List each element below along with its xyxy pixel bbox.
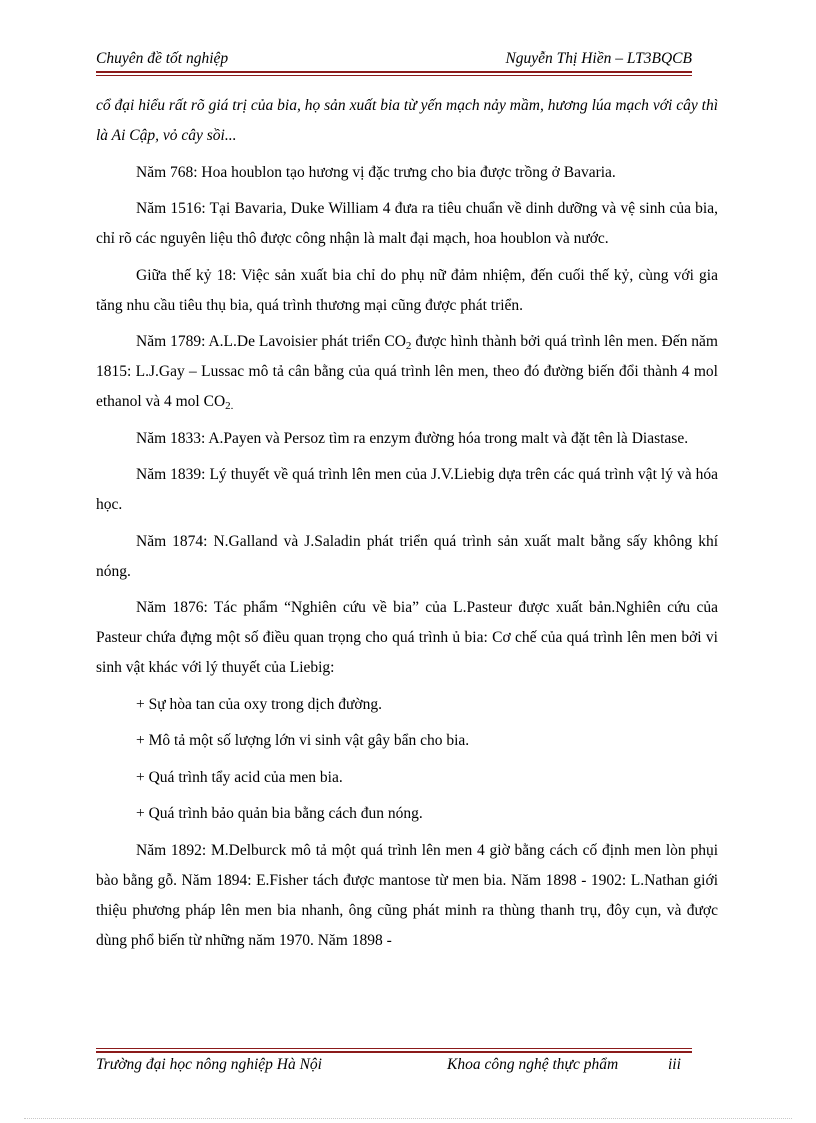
paragraph-1892: Năm 1892: M.Delburck mô tả một quá trình lên men 4 giờ bằng cách cố định men lòn phụi bào bằng gỗ. Năm 1894: E.Fisher tách được mantose từ men bia. Năm 1898 - 1902: L.Nathan giới thiệu phương pháp lên men bia nhanh, ông cũng phát minh ra thùng thanh trụ, đôy cụn, và được dùng phổ biến từ những năm 1970. Năm 1898 - <box>96 841 718 949</box>
footer-faculty: Khoa công nghệ thực phẩm <box>447 1056 619 1073</box>
co2-subscript-2: 2. <box>225 400 234 412</box>
footer-rule-thin <box>96 1048 692 1049</box>
bullet-item: + Sự hòa tan của oxy trong dịch đường. <box>136 695 382 713</box>
document-body <box>96 91 718 962</box>
paragraph-1789 <box>96 327 718 417</box>
header-title: Chuyên đề tốt nghiệp <box>96 50 229 67</box>
bullet-item: + Quá trình tẩy acid của men bia. <box>136 768 343 786</box>
paragraph-continuation: cổ đại hiểu rất rõ giá trị của bia, họ sản xuất bia từ yến mạch nảy mầm, hương lúa mạch với cây thì là Ai Cập, vỏ cây sồi... <box>96 97 718 144</box>
paragraph-768: Năm 768: Hoa houblon tạo hương vị đặc trưng cho bia được trồng ở Bavaria. <box>136 163 616 181</box>
paragraph-1789-part1: Năm 1789: A.L.De Lavoisier phát triển CO <box>136 333 406 350</box>
paragraph-18th-century: Giữa thế kỷ 18: Việc sản xuất bia chỉ do phụ nữ đảm nhiệm, đến cuối thế kỷ, cùng với gia tăng nhu cầu tiêu thụ bia, quá trình thương mại cũng được phát triển. <box>96 266 718 314</box>
paragraph-1839: Năm 1839: Lý thuyết về quá trình lên men của J.V.Liebig dựa trên các quá trình vật lý và hóa học. <box>96 466 718 513</box>
header-author: Nguyễn Thị Hiền – LT3BQCB <box>505 50 692 67</box>
page-number: iii <box>668 1056 681 1073</box>
header-rule-thick <box>96 71 692 73</box>
page-bottom-dotted-border <box>24 1118 792 1119</box>
bullet-item: + Quá trình bảo quản bia bằng cách đun nóng. <box>136 805 423 822</box>
paragraph-1516: Năm 1516: Tại Bavaria, Duke William 4 đưa ra tiêu chuẩn về dinh dưỡng và vệ sinh của bia, chỉ rõ các nguyên liệu thô được công nhận là malt đại mạch, hoa houblon và nước. <box>96 200 718 247</box>
paragraph-1789-part2: được hình thành bởi quá trình lên men. Đến năm 1815: L.J.Gay – Lussac mô tả cân bằng của quá trình lên men, theo đó đường biến đổi thành 4 mol ethanol và 4 mol CO <box>96 333 718 410</box>
footer-rule-thick <box>96 1051 692 1053</box>
footer-university: Trường đại học nông nghiệp Hà Nội <box>96 1056 322 1073</box>
bullet-item: + Mô tả một số lượng lớn vi sinh vật gây bẩn cho bia. <box>136 732 470 749</box>
header-rule-thin <box>96 75 692 76</box>
paragraph-1876: Năm 1876: Tác phẩm “Nghiên cứu về bia” của L.Pasteur được xuất bản.Nghiên cứu của Pasteur chứa đựng một số điều quan trọng cho quá trình ủ bia: Cơ chế của quá trình lên men bởi vi sinh vật khác với lý thuyết của Liebig: <box>96 599 718 676</box>
paragraph-1833: Năm 1833: A.Payen và Persoz tìm ra enzym đường hóa trong malt và đặt tên là Diastase. <box>136 429 689 447</box>
co2-subscript-1: 2 <box>405 340 412 352</box>
paragraph-1874: Năm 1874: N.Galland và J.Saladin phát triển quá trình sản xuất malt bằng sấy không khí nóng. <box>96 532 718 580</box>
